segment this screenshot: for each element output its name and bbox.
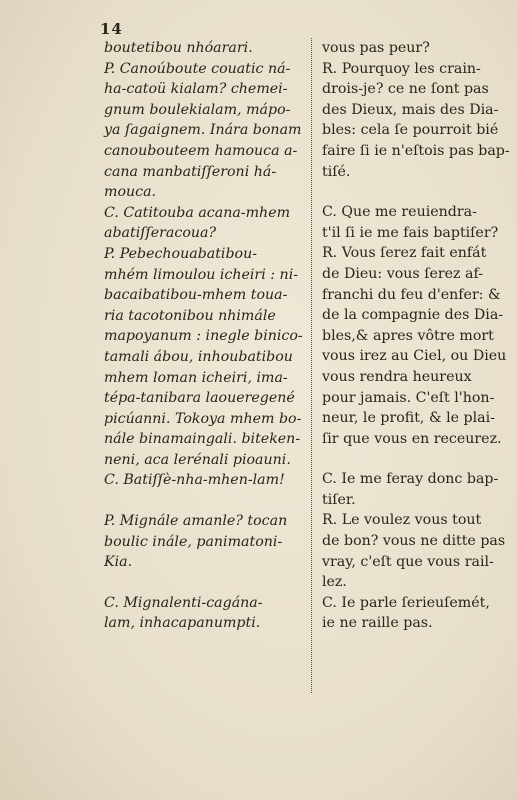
left-line: P. Canoúboute couatic ná- bbox=[104, 60, 291, 77]
left-line: lam, inhacapanumpti. bbox=[104, 615, 261, 632]
left-line: P. Pebechouabatibou- bbox=[104, 245, 258, 262]
left-line: boulic inále, panimatoni- bbox=[104, 533, 283, 550]
column-divider bbox=[311, 38, 312, 693]
right-line: tiſer. bbox=[322, 491, 356, 508]
left-line: boutetibou nhóarari. bbox=[104, 40, 253, 56]
right-line: des Dieux, mais des Dia- bbox=[322, 101, 499, 118]
left-line: gnum boulekialam, mápo- bbox=[104, 101, 291, 118]
left-line: neni, aca lerénali pioauni. bbox=[104, 451, 291, 468]
right-line: ie ne raille pas. bbox=[322, 615, 433, 632]
blank-line bbox=[104, 491, 306, 511]
right-line: neur, le profit, & le plai- bbox=[322, 410, 495, 427]
right-line: R. Le voulez vous tout bbox=[322, 512, 482, 529]
right-line: franchi du feu d'enfer: & bbox=[322, 286, 501, 303]
right-line: C. Ie parle ſerieuſemét, bbox=[322, 594, 490, 611]
left-line: canoubouteem hamouca a- bbox=[104, 142, 298, 159]
left-line: Kia. bbox=[104, 554, 133, 571]
right-line: lez. bbox=[322, 574, 347, 591]
right-line: vous pas peur? bbox=[322, 40, 430, 56]
right-line: drois-je? ce ne ſont pas bbox=[322, 81, 489, 98]
left-line: C. Batiſſè-nha-mhen-lam! bbox=[104, 472, 285, 489]
right-line: pour jamais. C'eſt l'hon- bbox=[322, 389, 495, 406]
left-line: mhem loman icheiri, ima- bbox=[104, 369, 288, 386]
right-line: vous irez au Ciel, ou Dieu bbox=[322, 348, 507, 365]
right-line: bles: cela ſe pourroit bié bbox=[322, 122, 499, 139]
right-line: vous rendra heureux bbox=[322, 368, 472, 385]
right-column-french-text bbox=[322, 38, 512, 634]
left-line: nále binamaingali. biteken- bbox=[104, 431, 301, 448]
left-line: ya ſagaignem. Inára bonam bbox=[104, 122, 302, 139]
left-line: C. Catitouba acana-mhem bbox=[104, 204, 291, 221]
left-line: ria tacotonibou nhimále bbox=[104, 307, 276, 324]
right-line: de la compagnie des Dia- bbox=[322, 307, 504, 324]
left-line: bacaibatibou-mhem toua- bbox=[104, 287, 288, 304]
right-line: R. Pourquoy les crain- bbox=[322, 60, 481, 77]
right-line: de Dieu: vous ſerez af- bbox=[322, 265, 484, 282]
right-line: t'il ſi ie me fais baptiſer? bbox=[322, 224, 499, 241]
left-line: mhém limoulou icheiri : ni- bbox=[104, 266, 299, 283]
blank-line bbox=[104, 573, 306, 593]
right-line: de bon? vous ne ditte pas bbox=[322, 533, 506, 550]
left-line: mouca. bbox=[104, 184, 157, 201]
right-line: faire ſi ie n'eſtois pas bap- bbox=[322, 142, 510, 159]
right-line: R. Vous ſerez fait enfát bbox=[322, 245, 487, 262]
right-line: C. Ie me feray donc bap- bbox=[322, 471, 499, 488]
left-line: ha-catoü kialam? chemei- bbox=[104, 81, 288, 98]
left-line: cana manbatiſſeroni há- bbox=[104, 163, 277, 180]
right-line: C. Que me reuiendra- bbox=[322, 204, 477, 221]
left-line: C. Mignalenti-cagána- bbox=[104, 594, 263, 611]
left-line: abatiſſeracoua? bbox=[104, 225, 217, 242]
left-column-caribbean-text bbox=[104, 38, 306, 634]
right-line: vray, c'eſt que vous rail- bbox=[322, 553, 494, 570]
left-line: P. Mignále amanle? tocan bbox=[104, 513, 288, 530]
right-line: ſir que vous en receurez. bbox=[322, 430, 502, 447]
left-line: tépa-tanibara laoueregené bbox=[104, 390, 295, 407]
left-line: mapoyanum : inegle binico- bbox=[104, 328, 303, 345]
right-line: bles,& apres vôtre mort bbox=[322, 327, 494, 344]
blank-line bbox=[322, 182, 512, 202]
right-line: tiſé. bbox=[322, 163, 351, 180]
left-line: picúanni. Tokoya mhem bo- bbox=[104, 410, 302, 427]
left-line: tamali ábou, inhoubatibou bbox=[104, 348, 293, 365]
page-number: 14 bbox=[100, 20, 123, 38]
blank-line bbox=[322, 449, 512, 469]
